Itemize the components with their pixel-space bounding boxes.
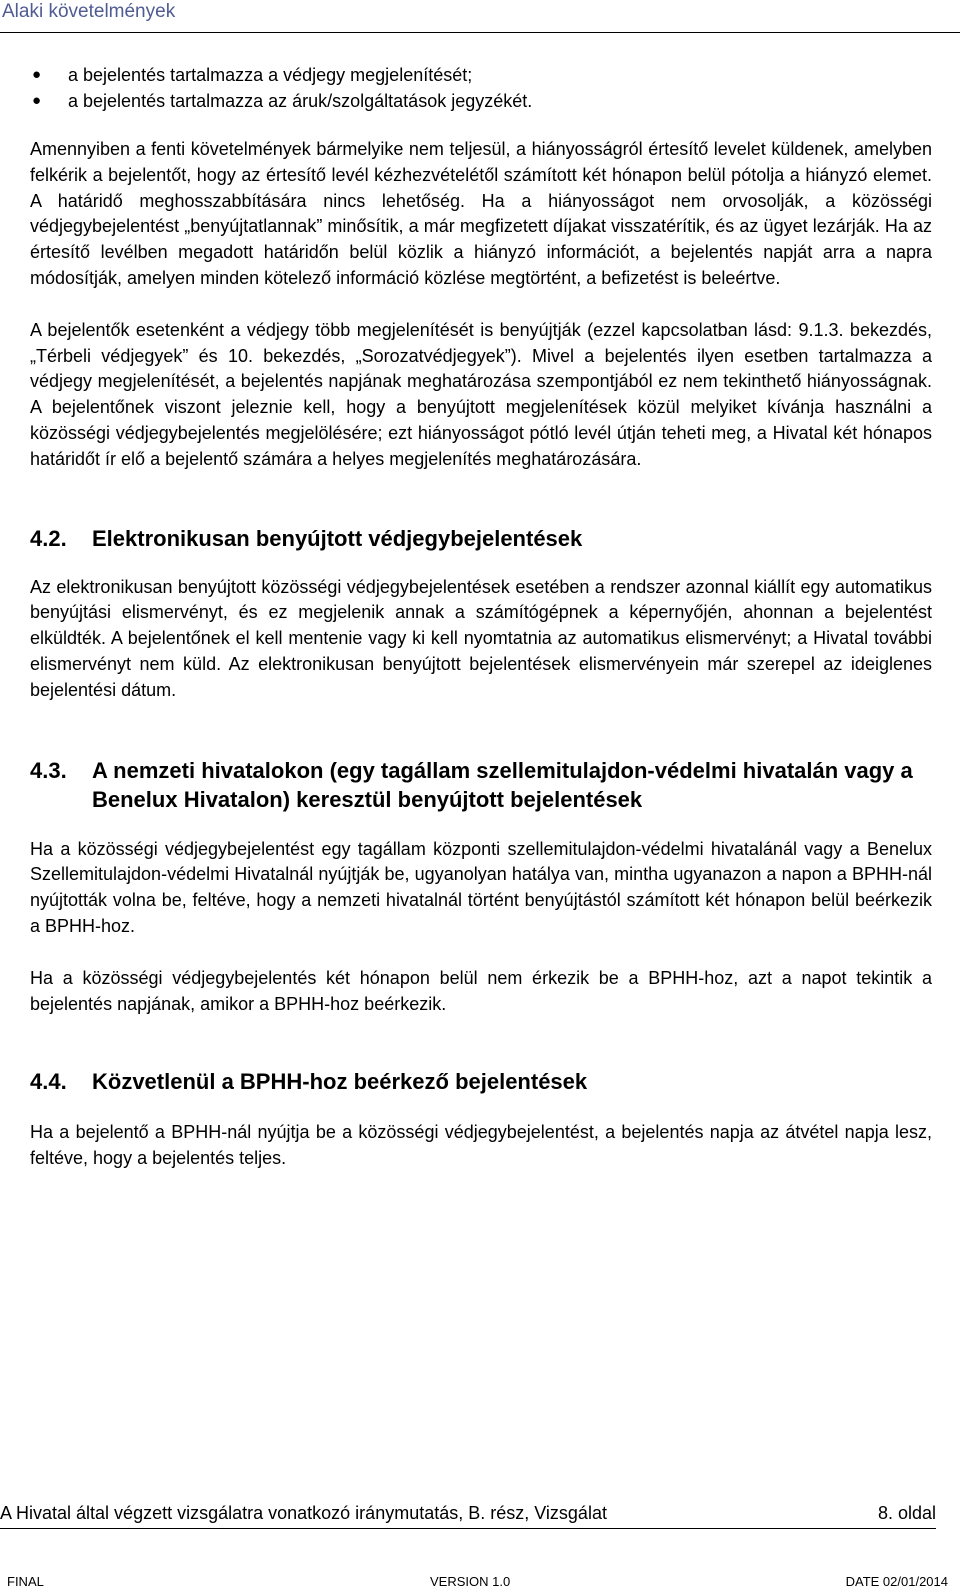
list-item	[30, 88, 932, 114]
bullet-icon: ●	[32, 92, 42, 109]
page-header	[0, 0, 960, 33]
body-paragraph: Amennyiben a fenti követelmények bármelyike nem teljesül, a hiányosságról értesítő levelet küldenek, amelyben felkérik a bejelentőt, hogy az értesítő levél kézhezvételétől számított két hónapon belül pótolja a hiányzó elemet. A határidő meghosszabbítására nincs lehetőség. Ha a hiányosságot nem orvosolják, a közösségi védjegybejelentést „benyújtatlannak” minősítik, a már megfizetett díjakat visszatérítik, és az ügyet lezárják. Ha az értesítő levélben megadott határidőn belül közlik a hiányzó információt, a bejelentés napját arra a napra módosítják, amelyen minden kötelező információ közlése megtörtént, a befizetést is beleértve.	[30, 139, 932, 288]
section-heading	[30, 756, 932, 814]
page-footer	[0, 1502, 936, 1524]
page-content	[30, 62, 932, 1172]
footer-divider	[0, 1528, 936, 1529]
section-number: 4.4.	[30, 1069, 67, 1095]
body-paragraph: Ha a bejelentő a BPHH-nál nyújtja be a közösségi védjegybejelentést, a bejelentés napja az átvétel napja lesz, feltéve, hogy a bejelentés teljes.	[30, 1122, 932, 1169]
requirements-list	[30, 62, 932, 114]
date-label: DATE 02/01/2014	[845, 1574, 948, 1589]
section-title: Elektronikusan benyújtott védjegybejelentések	[92, 525, 583, 551]
section-title: A nemzeti hivatalokon (egy tagállam szellemitulajdon-védelmi hivatalán vagy a Benelux Hivatalon) keresztül benyújtott bejelentések	[92, 757, 913, 812]
section-heading	[30, 524, 932, 553]
section-number: 4.2.	[30, 525, 67, 551]
document-meta	[0, 1573, 960, 1593]
footer-document-title: A Hivatal által végzett vizsgálatra vonatkozó iránymutatás, B. rész, Vizsgálat	[0, 1503, 607, 1523]
list-item-text: a bejelentés tartalmazza az áruk/szolgáltatások jegyzékét.	[68, 91, 533, 111]
body-paragraph: Ha a közösségi védjegybejelentés két hónapon belül nem érkezik be a BPHH-hoz, azt a napot tekintik a bejelentés napjának, amikor a BPHH-hoz beérkezik.	[30, 967, 932, 1014]
footer-page-number: 8. oldal	[877, 1503, 936, 1523]
header-title: Alaki követelmények	[2, 1, 176, 22]
list-item	[30, 62, 932, 88]
section-title: Közvetlenül a BPHH-hoz beérkező bejelentések	[92, 1069, 588, 1095]
bullet-icon: ●	[32, 66, 42, 83]
section-heading	[30, 1067, 932, 1096]
body-paragraph: Ha a közösségi védjegybejelentést egy tagállam központi szellemitulajdon-védelmi hivatalánál vagy a Benelux Szellemitulajdon-védelmi Hivatalnál nyújtják be, ugyanolyan hatálya van, mintha ugyanazon a napon a BPHH-nál nyújtották volna be, feltéve, hogy a nemzeti hivatalnál történt benyújtástól számított két hónapon belül beérkezik a BPHH-hoz.	[30, 838, 932, 936]
body-paragraph: Az elektronikusan benyújtott közösségi védjegybejelentések esetében a rendszer azonnal kiállít egy automatikus benyújtási elismervényt, és ez megjelenik annak a számítógépnek a képernyőjén, ahonnan a bejelentést elküldték. A bejelentőnek el kell mentenie vagy ki kell nyomtatnia az automatikus elismervényt; a Hivatal további elismervényt nem küld. Az elektronikusan benyújtott bejelentések elismervényein már szerepel az ideiglenes bejelentési dátum.	[30, 576, 932, 700]
section-number: 4.3.	[30, 757, 67, 783]
status-label: FINAL	[7, 1574, 44, 1589]
version-label: VERSION 1.0	[430, 1574, 511, 1589]
list-item-text: a bejelentés tartalmazza a védjegy megjelenítését;	[68, 65, 473, 85]
body-paragraph: A bejelentők esetenként a védjegy több megjelenítését is benyújtják (ezzel kapcsolatban lásd: 9.1.3. bekezdés, „Térbeli védjegyek” és 10. bekezdés, „Sorozatvédjegyek”). Mivel a bejelentés ilyen esetben tartalmazza a védjegy megjelenítését, a bejelentés napjának meghatározása szempontjából ez nem tekinthető hiányosságnak. A bejelentőnek viszont jeleznie kell, hogy a benyújtott megjelenítések közül melyiket kívánja használni a közösségi védjegybejelentés megjelölésére; ezt hiányosságot pótló levél útján teheti meg, a Hivatal két hónapos határidőt ír elő a bejelentő számára a helyes megjelenítés meghatározására.	[30, 319, 932, 469]
